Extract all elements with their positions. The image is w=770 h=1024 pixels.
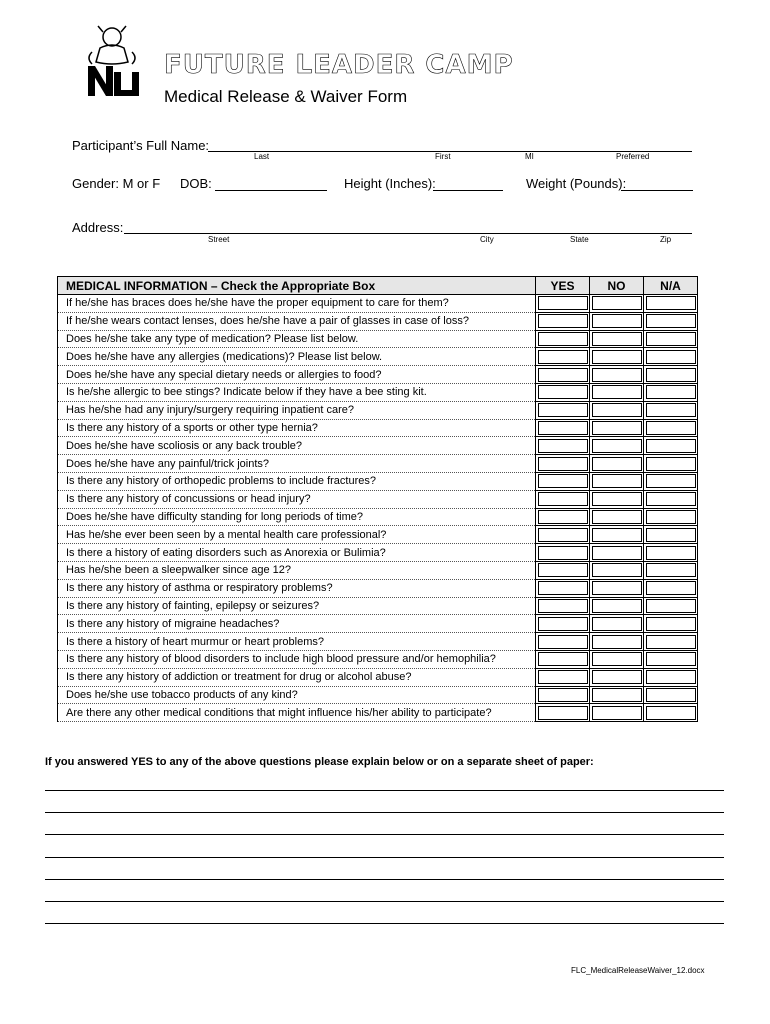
- checkbox-yes[interactable]: [538, 528, 588, 542]
- medical-row: [58, 455, 698, 473]
- cell-no: [590, 401, 644, 419]
- checkbox-yes[interactable]: [538, 670, 588, 684]
- checkbox-no[interactable]: [592, 403, 642, 417]
- checkbox-na[interactable]: [646, 492, 696, 506]
- checkbox-yes[interactable]: [538, 635, 588, 649]
- medical-question: Does he/she take any type of medication? Please list below.: [58, 330, 536, 348]
- medical-header: MEDICAL INFORMATION – Check the Appropriate Box: [58, 277, 536, 295]
- checkbox-na[interactable]: [646, 670, 696, 684]
- cell-na: [644, 490, 698, 508]
- medical-question: Is there any history of concussions or head injury?: [58, 490, 536, 508]
- explain-line-6[interactable]: [45, 901, 724, 902]
- address-sub-state: State: [570, 235, 589, 244]
- medical-question: If he/she wears contact lenses, does he/she have a pair of glasses in case of loss?: [58, 312, 536, 330]
- checkbox-no[interactable]: [592, 314, 642, 328]
- height-field[interactable]: [433, 190, 503, 191]
- explain-line-2[interactable]: [45, 812, 724, 813]
- checkbox-no[interactable]: [592, 563, 642, 577]
- cell-na: [644, 579, 698, 597]
- checkbox-no[interactable]: [592, 492, 642, 506]
- checkbox-no[interactable]: [592, 332, 642, 346]
- cell-na: [644, 455, 698, 473]
- checkbox-na[interactable]: [646, 546, 696, 560]
- medical-question: Is there any history of a sports or other type hernia?: [58, 419, 536, 437]
- name-sub-last: Last: [254, 152, 270, 161]
- cell-no: [590, 668, 644, 686]
- checkbox-na[interactable]: [646, 296, 696, 310]
- checkbox-na[interactable]: [646, 350, 696, 364]
- medical-question: Is there a history of eating disorders such as Anorexia or Bulimia?: [58, 544, 536, 562]
- medical-row: [58, 330, 698, 348]
- medical-question: Is there a history of heart murmur or heart problems?: [58, 633, 536, 651]
- cell-yes: [536, 508, 590, 526]
- medical-row: [58, 686, 698, 704]
- checkbox-no[interactable]: [592, 599, 642, 613]
- cell-no: [590, 597, 644, 615]
- medical-row: [58, 348, 698, 366]
- checkbox-na[interactable]: [646, 599, 696, 613]
- medical-row: [58, 704, 698, 722]
- cell-na: [644, 668, 698, 686]
- name-sub-preferred: Preferred: [616, 152, 650, 161]
- medical-question: Has he/she ever been seen by a mental health care professional?: [58, 526, 536, 544]
- medical-row: [58, 437, 698, 455]
- cell-na: [644, 615, 698, 633]
- checkbox-na[interactable]: [646, 314, 696, 328]
- name-sub-first: First: [435, 152, 451, 161]
- cell-yes: [536, 472, 590, 490]
- col-yes: YES: [536, 277, 590, 295]
- medical-question: Is there any history of addiction or treatment for drug or alcohol abuse?: [58, 668, 536, 686]
- checkbox-na[interactable]: [646, 457, 696, 471]
- checkbox-no[interactable]: [592, 546, 642, 560]
- checkbox-yes[interactable]: [538, 510, 588, 524]
- medical-row: [58, 668, 698, 686]
- cell-yes: [536, 437, 590, 455]
- cell-no: [590, 455, 644, 473]
- cell-na: [644, 348, 698, 366]
- cell-no: [590, 437, 644, 455]
- cell-yes: [536, 526, 590, 544]
- medical-question: Are there any other medical conditions that might influence his/her ability to participate?: [58, 704, 536, 722]
- checkbox-no[interactable]: [592, 688, 642, 702]
- checkbox-yes[interactable]: [538, 599, 588, 613]
- dob-field[interactable]: [215, 190, 327, 191]
- cell-yes: [536, 330, 590, 348]
- cell-yes: [536, 295, 590, 313]
- checkbox-yes[interactable]: [538, 368, 588, 382]
- cell-yes: [536, 704, 590, 722]
- cell-na: [644, 295, 698, 313]
- address-sub-zip: Zip: [660, 235, 672, 244]
- checkbox-no[interactable]: [592, 617, 642, 631]
- cell-na: [644, 686, 698, 704]
- cell-no: [590, 561, 644, 579]
- medical-row: [58, 526, 698, 544]
- medical-row: [58, 366, 698, 384]
- checkbox-no[interactable]: [592, 457, 642, 471]
- cell-na: [644, 312, 698, 330]
- cell-na: [644, 383, 698, 401]
- checkbox-yes[interactable]: [538, 385, 588, 399]
- cell-no: [590, 295, 644, 313]
- checkbox-na[interactable]: [646, 474, 696, 488]
- checkbox-na[interactable]: [646, 332, 696, 346]
- cell-na: [644, 526, 698, 544]
- checkbox-na[interactable]: [646, 688, 696, 702]
- checkbox-no[interactable]: [592, 421, 642, 435]
- cell-yes: [536, 348, 590, 366]
- name-label: Participant’s Full Name:: [72, 138, 210, 153]
- medical-row: [58, 472, 698, 490]
- cell-yes: [536, 597, 590, 615]
- checkbox-no[interactable]: [592, 296, 642, 310]
- checkbox-no[interactable]: [592, 670, 642, 684]
- checkbox-yes[interactable]: [538, 314, 588, 328]
- weight-label: Weight (Pounds):: [526, 176, 627, 191]
- cell-na: [644, 330, 698, 348]
- checkbox-na[interactable]: [646, 510, 696, 524]
- medical-row: [58, 419, 698, 437]
- cell-no: [590, 650, 644, 668]
- checkbox-no[interactable]: [592, 439, 642, 453]
- cell-yes: [536, 312, 590, 330]
- cell-na: [644, 704, 698, 722]
- medical-question: Is there any history of orthopedic problems to include fractures?: [58, 472, 536, 490]
- checkbox-no[interactable]: [592, 581, 642, 595]
- checkbox-yes[interactable]: [538, 474, 588, 488]
- camp-title: FUTURE LEADER CAMP: [164, 50, 514, 80]
- medical-row: [58, 633, 698, 651]
- checkbox-no[interactable]: [592, 510, 642, 524]
- cell-no: [590, 383, 644, 401]
- checkbox-na[interactable]: [646, 528, 696, 542]
- cell-yes: [536, 490, 590, 508]
- gender-label: Gender: M or F: [72, 176, 161, 191]
- cell-yes: [536, 686, 590, 704]
- medical-row: [58, 508, 698, 526]
- checkbox-yes[interactable]: [538, 492, 588, 506]
- cell-no: [590, 472, 644, 490]
- cell-no: [590, 312, 644, 330]
- checkbox-yes[interactable]: [538, 421, 588, 435]
- medical-row: [58, 490, 698, 508]
- cell-no: [590, 544, 644, 562]
- cell-na: [644, 544, 698, 562]
- checkbox-na[interactable]: [646, 439, 696, 453]
- explain-line-4[interactable]: [45, 857, 724, 858]
- cell-no: [590, 490, 644, 508]
- medical-row: [58, 295, 698, 313]
- checkbox-yes[interactable]: [538, 439, 588, 453]
- checkbox-yes[interactable]: [538, 457, 588, 471]
- checkbox-yes[interactable]: [538, 403, 588, 417]
- cell-na: [644, 597, 698, 615]
- cell-yes: [536, 633, 590, 651]
- cell-yes: [536, 401, 590, 419]
- checkbox-yes[interactable]: [538, 563, 588, 577]
- checkbox-no[interactable]: [592, 635, 642, 649]
- cell-no: [590, 366, 644, 384]
- dob-label: DOB:: [180, 176, 212, 191]
- cell-yes: [536, 419, 590, 437]
- explain-line-3[interactable]: [45, 834, 724, 835]
- checkbox-yes[interactable]: [538, 652, 588, 666]
- medical-row: [58, 615, 698, 633]
- checkbox-yes[interactable]: [538, 546, 588, 560]
- checkbox-no[interactable]: [592, 528, 642, 542]
- checkbox-no[interactable]: [592, 474, 642, 488]
- cell-no: [590, 633, 644, 651]
- cell-no: [590, 615, 644, 633]
- medical-row: [58, 401, 698, 419]
- cell-yes: [536, 544, 590, 562]
- cell-no: [590, 686, 644, 704]
- cell-na: [644, 650, 698, 668]
- cell-yes: [536, 668, 590, 686]
- checkbox-no[interactable]: [592, 652, 642, 666]
- cell-na: [644, 633, 698, 651]
- checkbox-yes[interactable]: [538, 617, 588, 631]
- checkbox-no[interactable]: [592, 706, 642, 720]
- medical-question: Has he/she been a sleepwalker since age 12?: [58, 561, 536, 579]
- medical-row: [58, 544, 698, 562]
- medical-question: Has he/she had any injury/surgery requiring inpatient care?: [58, 401, 536, 419]
- address-field[interactable]: [124, 233, 692, 234]
- cell-no: [590, 704, 644, 722]
- col-no: NO: [590, 277, 644, 295]
- cell-yes: [536, 366, 590, 384]
- cell-na: [644, 508, 698, 526]
- checkbox-yes[interactable]: [538, 350, 588, 364]
- col-na: N/A: [644, 277, 698, 295]
- medical-question: Does he/she have any special dietary needs or allergies to food?: [58, 366, 536, 384]
- explain-line-1[interactable]: [45, 790, 724, 791]
- medical-question: Is there any history of fainting, epilepsy or seizures?: [58, 597, 536, 615]
- cell-yes: [536, 650, 590, 668]
- cell-yes: [536, 561, 590, 579]
- checkbox-na[interactable]: [646, 421, 696, 435]
- name-sub-mi: MI: [525, 152, 534, 161]
- medical-row: [58, 383, 698, 401]
- checkbox-na[interactable]: [646, 635, 696, 649]
- height-label: Height (Inches):: [344, 176, 436, 191]
- medical-row: [58, 579, 698, 597]
- medical-row: [58, 597, 698, 615]
- checkbox-yes[interactable]: [538, 296, 588, 310]
- checkbox-yes[interactable]: [538, 706, 588, 720]
- cell-no: [590, 526, 644, 544]
- checkbox-yes[interactable]: [538, 688, 588, 702]
- checkbox-yes[interactable]: [538, 581, 588, 595]
- checkbox-na[interactable]: [646, 403, 696, 417]
- explain-line-5[interactable]: [45, 879, 724, 880]
- cell-na: [644, 561, 698, 579]
- medical-header-row: [58, 277, 698, 295]
- medical-table: [57, 276, 698, 722]
- checkbox-no[interactable]: [592, 368, 642, 382]
- medical-question: Does he/she have any allergies (medications)? Please list below.: [58, 348, 536, 366]
- checkbox-na[interactable]: [646, 617, 696, 631]
- weight-field[interactable]: [621, 190, 693, 191]
- cell-no: [590, 348, 644, 366]
- cell-yes: [536, 455, 590, 473]
- medical-row: [58, 650, 698, 668]
- cell-na: [644, 472, 698, 490]
- medical-question: Is there any history of asthma or respiratory problems?: [58, 579, 536, 597]
- checkbox-no[interactable]: [592, 350, 642, 364]
- address-sub-street: Street: [208, 235, 230, 244]
- medical-row: [58, 561, 698, 579]
- medical-question: Does he/she use tobacco products of any kind?: [58, 686, 536, 704]
- medical-question: Does he/she have scoliosis or any back trouble?: [58, 437, 536, 455]
- camp-logo: [82, 22, 142, 102]
- explain-line-7[interactable]: [45, 923, 724, 924]
- medical-question: Does he/she have any painful/trick joints?: [58, 455, 536, 473]
- cell-yes: [536, 615, 590, 633]
- cell-yes: [536, 383, 590, 401]
- medical-question: If he/she has braces does he/she have the proper equipment to care for them?: [58, 295, 536, 313]
- cell-no: [590, 330, 644, 348]
- checkbox-na[interactable]: [646, 652, 696, 666]
- medical-row: [58, 312, 698, 330]
- medical-question: Is he/she allergic to bee stings? Indicate below if they have a bee sting kit.: [58, 383, 536, 401]
- medical-question: Is there any history of migraine headaches?: [58, 615, 536, 633]
- cell-no: [590, 579, 644, 597]
- medical-question: Is there any history of blood disorders to include high blood pressure and/or hemophilia?: [58, 650, 536, 668]
- form-subtitle: Medical Release & Waiver Form: [164, 87, 408, 106]
- checkbox-na[interactable]: [646, 385, 696, 399]
- checkbox-na[interactable]: [646, 706, 696, 720]
- cell-na: [644, 419, 698, 437]
- checkbox-no[interactable]: [592, 385, 642, 399]
- cell-na: [644, 366, 698, 384]
- checkbox-na[interactable]: [646, 563, 696, 577]
- file-name-footer: FLC_MedicalReleaseWaiver_12.docx: [571, 966, 705, 975]
- checkbox-na[interactable]: [646, 368, 696, 382]
- explain-instruction: If you answered YES to any of the above questions please explain below or on a separate sheet of paper:: [45, 756, 594, 768]
- cell-no: [590, 419, 644, 437]
- checkbox-yes[interactable]: [538, 332, 588, 346]
- cell-yes: [536, 579, 590, 597]
- medical-question: Does he/she have difficulty standing for long periods of time?: [58, 508, 536, 526]
- address-sub-city: City: [480, 235, 494, 244]
- cell-na: [644, 437, 698, 455]
- checkbox-na[interactable]: [646, 581, 696, 595]
- cell-na: [644, 401, 698, 419]
- address-label: Address:: [72, 220, 124, 235]
- cell-no: [590, 508, 644, 526]
